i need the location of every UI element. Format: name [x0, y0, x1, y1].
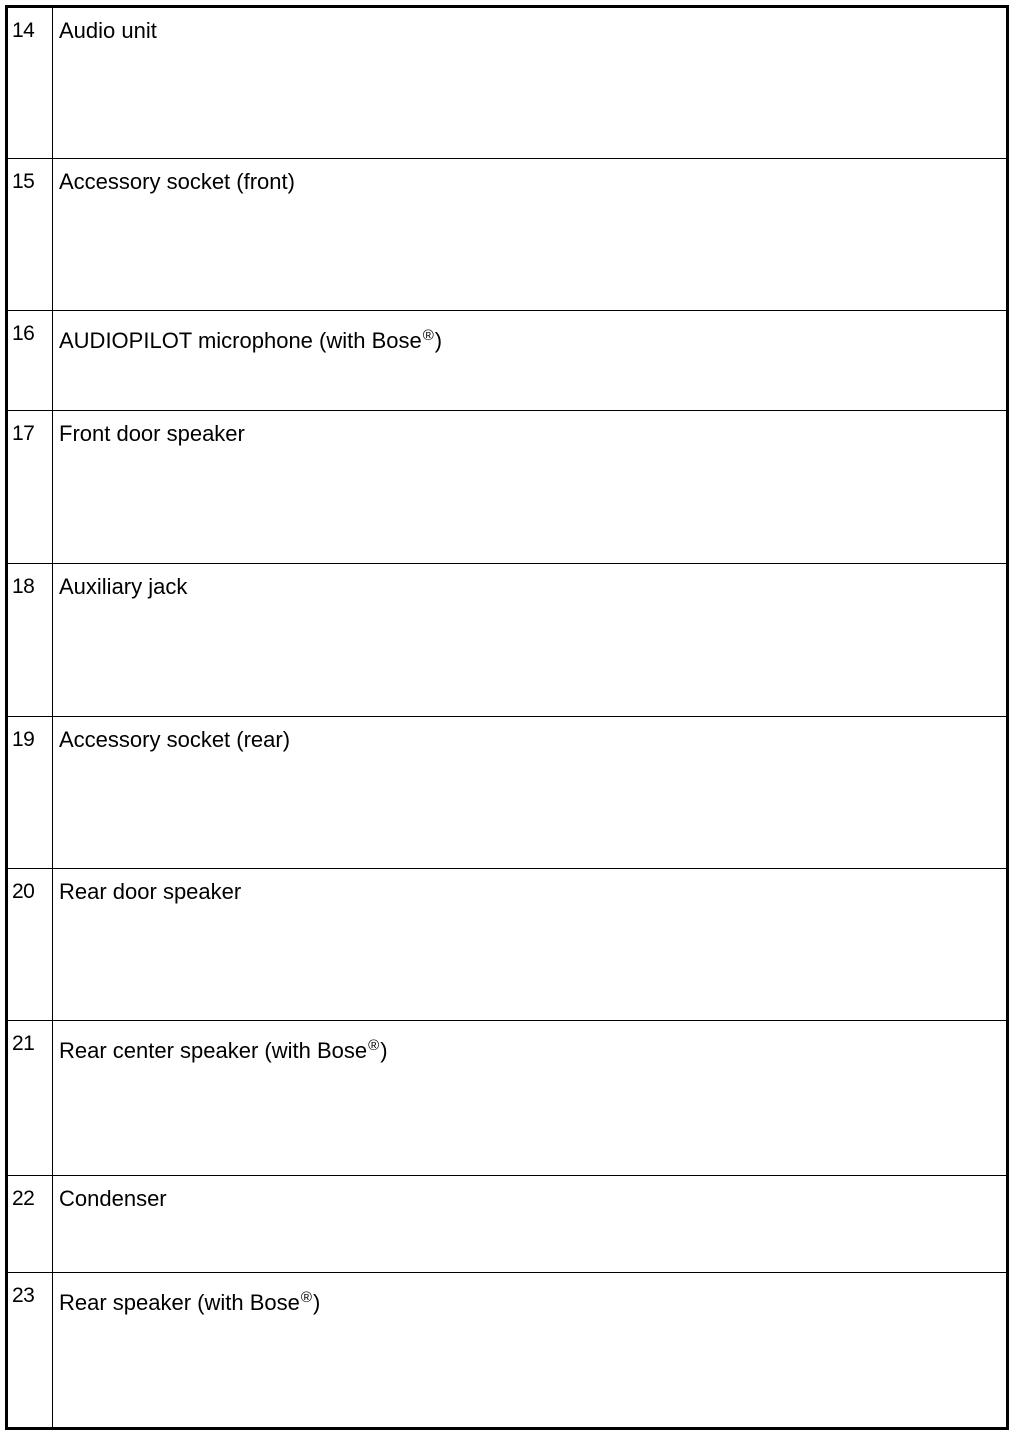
- table-row: [8, 717, 1006, 869]
- table-row: [8, 869, 1006, 1021]
- table-row: [8, 564, 1006, 717]
- item-label: Accessory socket (rear): [59, 727, 291, 752]
- item-number: 17: [12, 422, 35, 445]
- registered-mark: ®: [422, 327, 434, 344]
- item-number: 22: [12, 1187, 35, 1210]
- table-row: [8, 1021, 1006, 1176]
- item-label: Audio unit: [59, 18, 157, 43]
- item-number: 23: [12, 1284, 35, 1307]
- item-number: 18: [12, 575, 35, 598]
- item-label: Accessory socket (front): [59, 169, 295, 194]
- item-number: 19: [12, 728, 35, 751]
- table-row: [8, 1273, 1006, 1427]
- table-row: [8, 1176, 1006, 1273]
- registered-mark: ®: [368, 1037, 380, 1054]
- item-label: Front door speaker: [59, 421, 245, 446]
- item-label: Rear center speaker (with Bose®): [59, 1037, 388, 1063]
- item-number: 21: [12, 1032, 35, 1055]
- table-row: [8, 159, 1006, 311]
- item-label: AUDIOPILOT microphone (with Bose®): [59, 327, 443, 353]
- item-number: 16: [12, 322, 35, 345]
- table-row: [8, 411, 1006, 564]
- table-row: [8, 311, 1006, 411]
- item-label: Condenser: [59, 1186, 167, 1211]
- table-row: [8, 8, 1006, 159]
- item-label: Rear speaker (with Bose®): [59, 1289, 321, 1315]
- item-label: Auxiliary jack: [59, 574, 188, 599]
- registered-mark: ®: [300, 1289, 312, 1306]
- item-label: Rear door speaker: [59, 879, 242, 904]
- parts-table: [5, 5, 1009, 1430]
- item-number: 14: [12, 19, 35, 42]
- item-number: 15: [12, 170, 35, 193]
- item-number: 20: [12, 880, 35, 903]
